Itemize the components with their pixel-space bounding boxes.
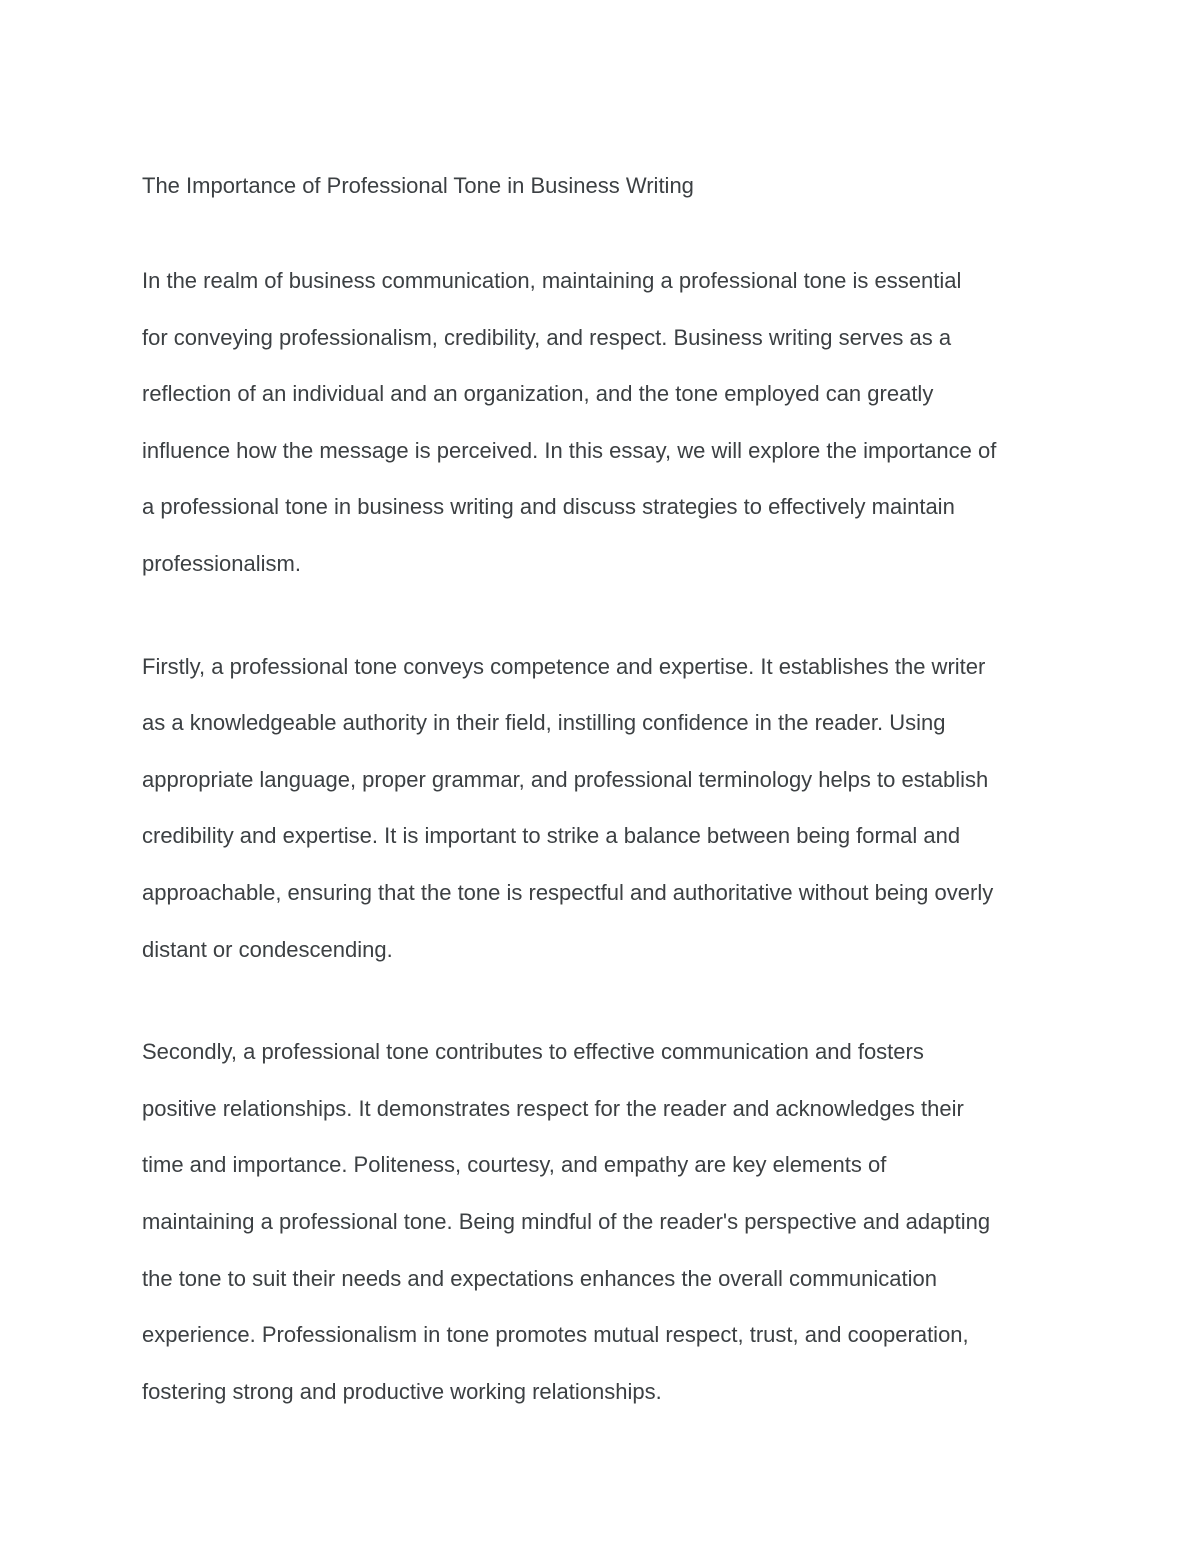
- paragraph-line: fostering strong and productive working relationships.: [142, 1378, 662, 1404]
- paragraph-line: the tone to suit their needs and expectations enhances the overall communication: [142, 1265, 937, 1291]
- paragraph-line: reflection of an individual and an organization, and the tone employed can greatly: [142, 381, 934, 407]
- paragraph-line: time and importance. Politeness, courtesy, and empathy are key elements of: [142, 1152, 887, 1178]
- paragraph-line: positive relationships. It demonstrates respect for the reader and acknowledges their: [142, 1095, 964, 1121]
- paragraph-line: Firstly, a professional tone conveys competence and expertise. It establishes the writer: [142, 653, 986, 679]
- paragraph-line: a professional tone in business writing and discuss strategies to effectively maintain: [142, 494, 955, 520]
- paragraph-line: professionalism.: [142, 550, 301, 576]
- document-body: [142, 166, 1072, 1420]
- paragraph-line: for conveying professionalism, credibility, and respect. Business writing serves as a: [142, 324, 952, 350]
- paragraph-line: distant or condescending.: [142, 936, 393, 962]
- paragraph-line: In the realm of business communication, maintaining a professional tone is essential: [142, 268, 962, 293]
- paragraph-line: Secondly, a professional tone contributes to effective communication and fosters: [142, 1039, 924, 1065]
- paragraph-line: appropriate language, proper grammar, and professional terminology helps to establish: [142, 766, 989, 792]
- paragraph-line: maintaining a professional tone. Being mindful of the reader's perspective and adapting: [142, 1208, 991, 1234]
- paragraph-firstly: [142, 639, 1072, 979]
- paragraph-line: approachable, ensuring that the tone is respectful and authoritative without being overly: [142, 879, 994, 905]
- paragraph-intro: [142, 253, 1072, 593]
- paragraph-line: credibility and expertise. It is important to strike a balance between being formal and: [142, 823, 961, 849]
- paragraph-secondly: [142, 1024, 1072, 1420]
- paragraph-line: experience. Professionalism in tone promotes mutual respect, trust, and cooperation,: [142, 1322, 969, 1348]
- paragraph-line: influence how the message is perceived. In this essay, we will explore the importance of: [142, 437, 997, 463]
- paragraph-line: as a knowledgeable authority in their field, instilling confidence in the reader. Using: [142, 710, 946, 736]
- document-title: The Importance of Professional Tone in Business Writing: [142, 173, 694, 198]
